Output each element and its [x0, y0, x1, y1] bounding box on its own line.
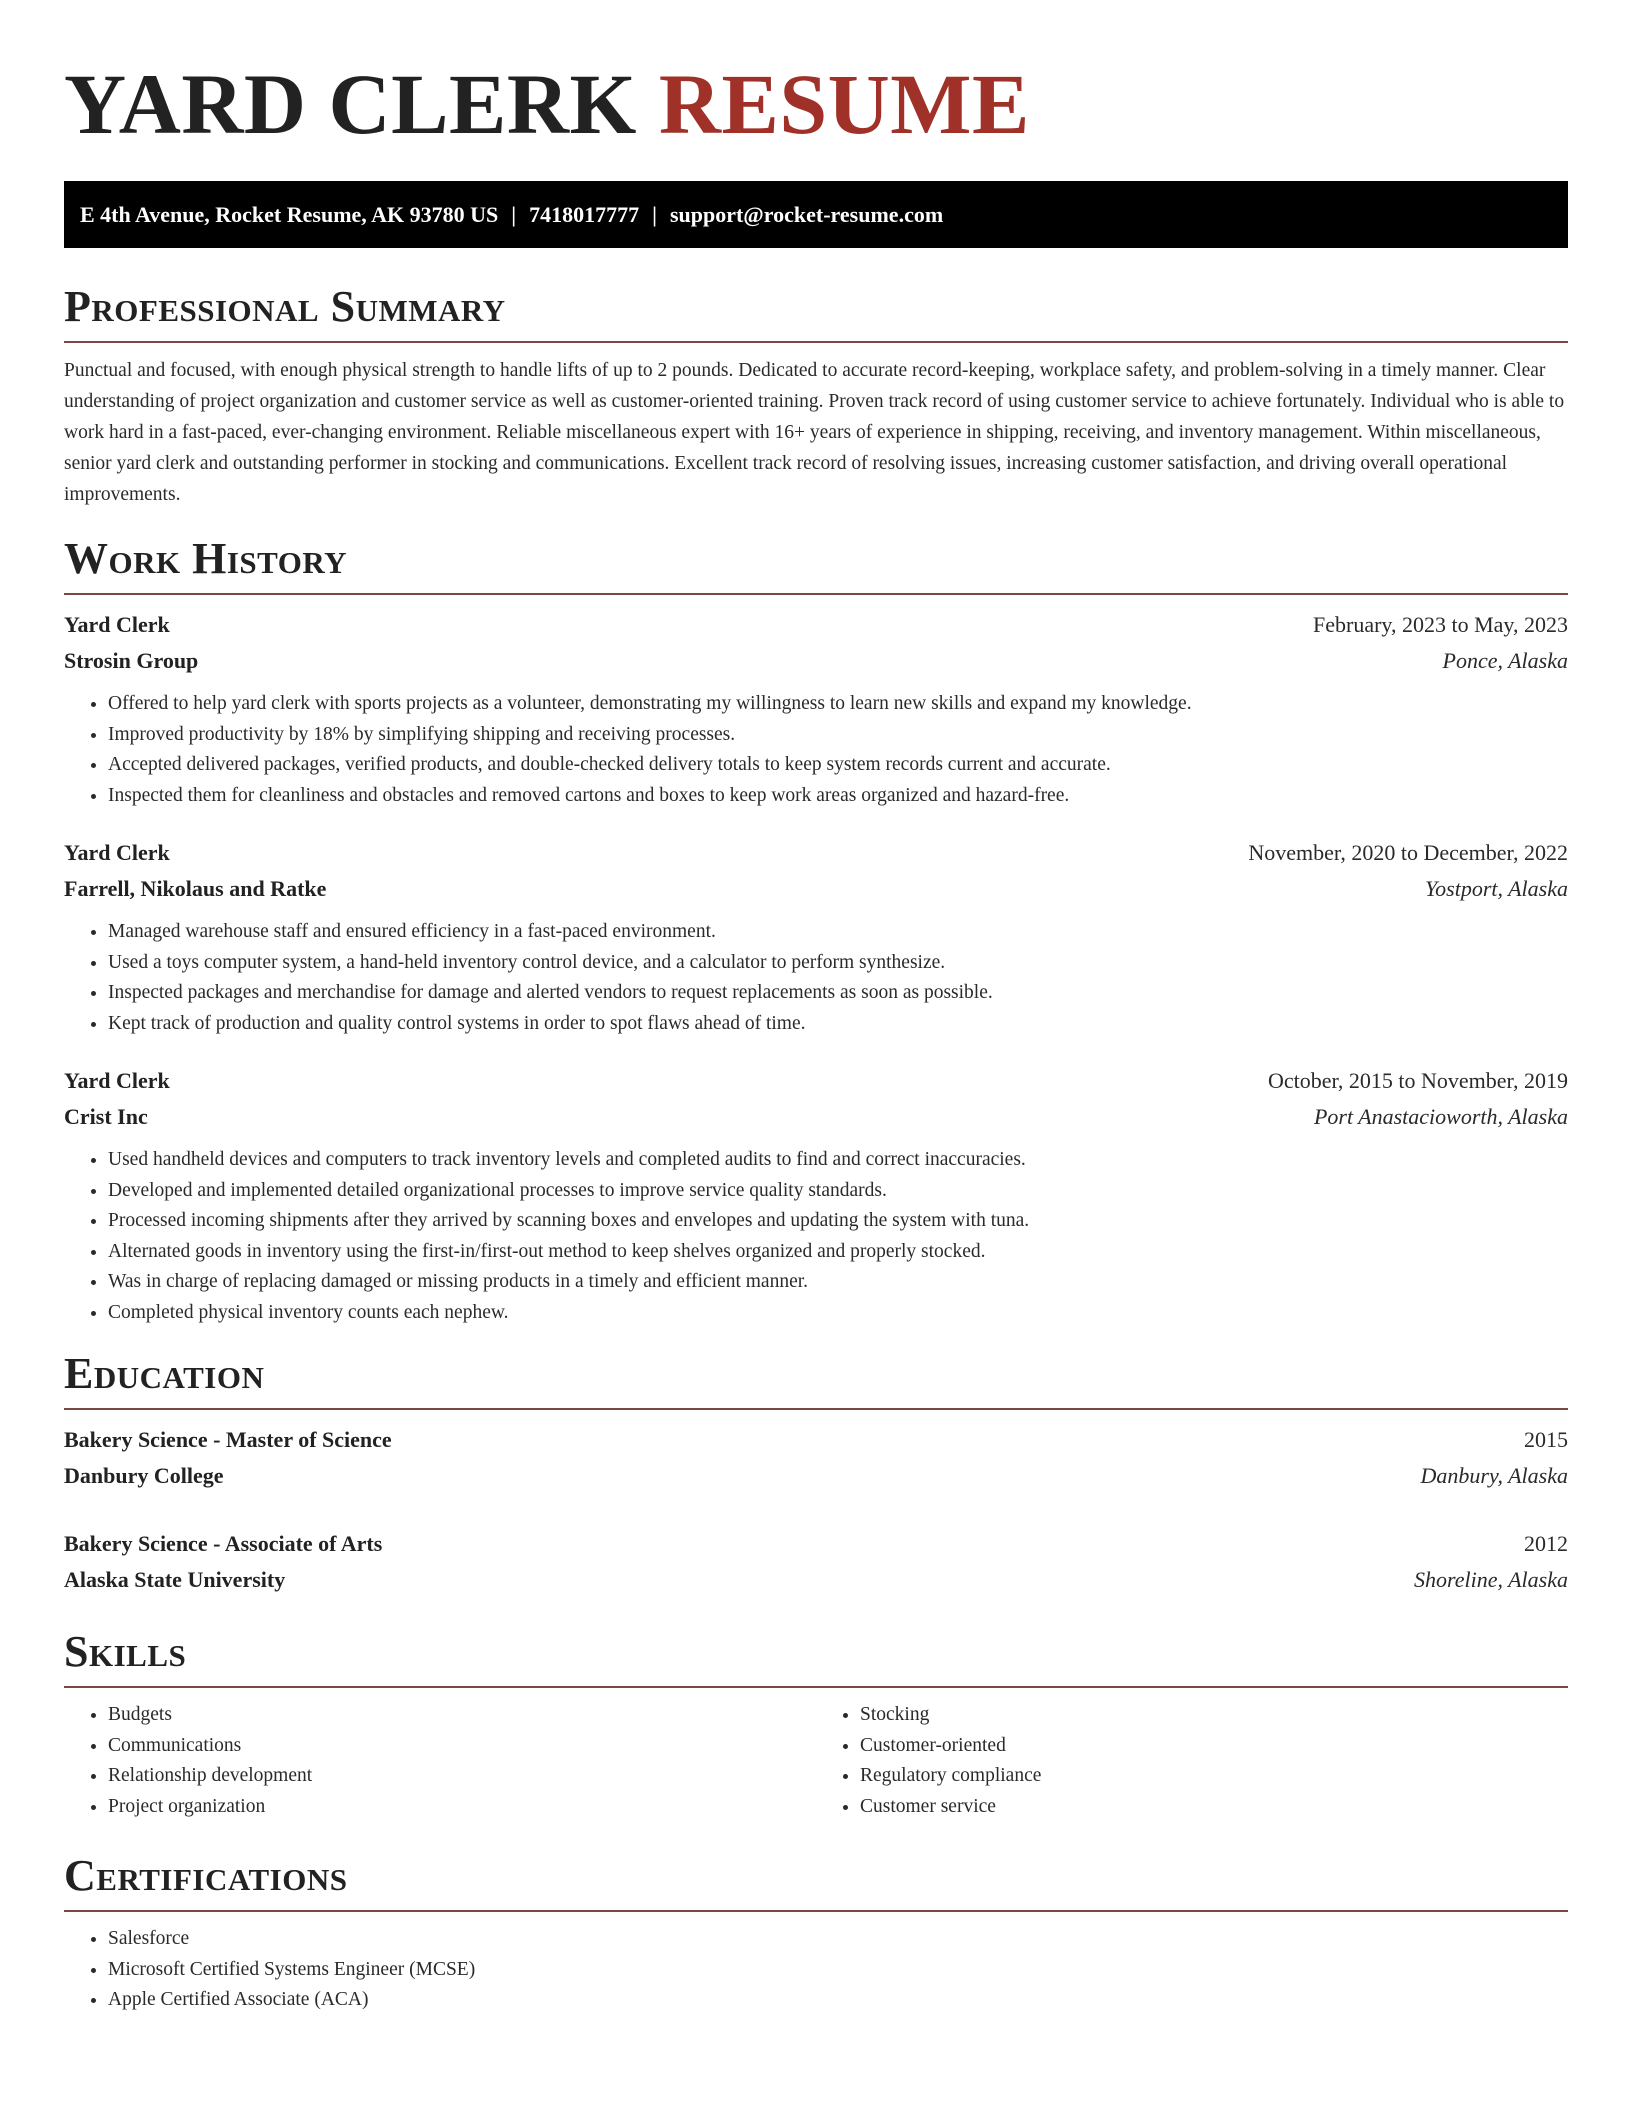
skills-list-right: [816, 1700, 1568, 1822]
skill-item: • Communications: [108, 1731, 816, 1762]
job-dates: February, 2023 to May, 2023: [1313, 612, 1568, 637]
job-bullets: [64, 689, 1568, 811]
contact-separator: |: [652, 201, 657, 227]
title-main: YARD CLERK: [64, 56, 637, 152]
job-bullet: • Offered to help yard clerk with sports projects as a volunteer, demonstrating my willingness to learn new skills and expand my knowledge.: [108, 689, 1568, 720]
job-bullet: • Improved productivity by 18% by simplifying shipping and receiving processes.: [108, 720, 1568, 751]
section-divider: [64, 1910, 1568, 1912]
job-company-row: [64, 643, 1568, 679]
contact-bar: [64, 181, 1568, 248]
certification-item: • Microsoft Certified Systems Engineer (MCSE): [108, 1955, 1568, 1986]
section-divider: [64, 1408, 1568, 1410]
contact-address: E 4th Avenue, Rocket Resume, AK 93780 US: [80, 201, 499, 227]
job-bullet: • Completed physical inventory counts each nephew.: [108, 1298, 1568, 1329]
job-location: Yostport, Alaska: [1424, 876, 1568, 901]
section-title-education: Education: [64, 1349, 265, 1398]
education-entry: [64, 1422, 1568, 1494]
job-bullets: [64, 917, 1568, 1039]
job-dates: November, 2020 to December, 2022: [1248, 840, 1568, 865]
summary-text: Punctual and focused, with enough physical strength to handle lifts of up to 2 pounds. Dedicated to accurate record-keeping, workplace safety, and problem-solving in a timely manner. Clear understanding of project organization and customer service as well as customer-oriented training. Proven track record of using customer service to achieve fortunately. Individual who is able to work hard in a fast-paced, ever-changing environment. Reliable miscellaneous expert with 16+ years of experience in shipping, receiving, and inventory management. Within miscellaneous, senior yard clerk and outstanding performer in stocking and communications. Excellent track record of resolving issues, increasing customer satisfaction, and driving overall operational improvements.: [64, 360, 1565, 505]
certification-item: • Salesforce: [108, 1924, 1568, 1955]
job-bullet: • Developed and implemented detailed organizational processes to improve service quality standards.: [108, 1176, 1568, 1207]
education-year: 2015: [1524, 1427, 1568, 1452]
certification-item: • Apple Certified Associate (ACA): [108, 1985, 1568, 2016]
skills-list-left: [64, 1700, 816, 1822]
education-school-row: [64, 1562, 1568, 1598]
section-title-skills: Skills: [64, 1627, 187, 1676]
education-section: [64, 1348, 1568, 1598]
education-entry: [64, 1526, 1568, 1598]
skill-item: • Customer service: [860, 1792, 1568, 1823]
section-divider: [64, 1686, 1568, 1688]
job-bullet: • Inspected packages and merchandise for damage and alerted vendors to request replacements as soon as possible.: [108, 978, 1568, 1009]
job-bullet: • Processed incoming shipments after they arrived by scanning boxes and envelopes and updating the system with tuna.: [108, 1206, 1568, 1237]
education-degree-row: [64, 1526, 1568, 1562]
job-entry: [64, 607, 1568, 811]
skill-item: • Stocking: [860, 1700, 1568, 1731]
education-school: Alaska State University: [64, 1567, 286, 1592]
contact-phone: 7418017777: [529, 201, 640, 227]
skill-item: • Customer-oriented: [860, 1731, 1568, 1762]
job-dates: October, 2015 to November, 2019: [1267, 1068, 1568, 1093]
job-title: Yard Clerk: [64, 1068, 170, 1093]
job-bullet: • Was in charge of replacing damaged or missing products in a timely and efficient manner.: [108, 1267, 1568, 1298]
section-title-work-history: Work History: [64, 534, 348, 583]
skill-item: • Project organization: [108, 1792, 816, 1823]
job-title: Yard Clerk: [64, 612, 170, 637]
education-year: 2012: [1524, 1531, 1568, 1556]
job-company-row: [64, 1099, 1568, 1135]
job-location: Ponce, Alaska: [1442, 648, 1568, 673]
job-bullet: • Managed warehouse staff and ensured efficiency in a fast-paced environment.: [108, 917, 1568, 948]
section-divider: [64, 593, 1568, 595]
job-bullets: [64, 1145, 1568, 1328]
job-bullet: • Inspected them for cleanliness and obstacles and removed cartons and boxes to keep work areas organized and hazard-free.: [108, 781, 1568, 812]
skills-grid: [64, 1700, 1568, 1822]
resume-title: [64, 58, 1568, 150]
job-company: Farrell, Nikolaus and Ratke: [64, 876, 327, 901]
job-company: Crist Inc: [64, 1104, 148, 1129]
section-divider: [64, 341, 1568, 343]
summary-section: [64, 281, 1568, 510]
job-header-row: [64, 1063, 1568, 1099]
job-header-row: [64, 835, 1568, 871]
education-degree: Bakery Science - Associate of Arts: [64, 1531, 383, 1556]
contact-email: support@rocket-resume.com: [669, 201, 944, 227]
job-company: Strosin Group: [64, 648, 199, 673]
education-degree-row: [64, 1422, 1568, 1458]
job-company-row: [64, 871, 1568, 907]
job-entry: [64, 835, 1568, 1039]
education-location: Shoreline, Alaska: [1414, 1567, 1568, 1592]
job-entry: [64, 1063, 1568, 1328]
contact-separator: |: [511, 201, 517, 227]
education-location: Danbury, Alaska: [1420, 1463, 1568, 1488]
skills-section: [64, 1626, 1568, 1822]
section-title-certifications: Certifications: [64, 1851, 348, 1900]
job-bullet: • Used handheld devices and computers to track inventory levels and completed audits to find and correct inaccuracies.: [108, 1145, 1568, 1176]
certifications-list: [64, 1924, 1568, 2016]
job-bullet: • Alternated goods in inventory using the first-in/first-out method to keep shelves organized and properly stocked.: [108, 1237, 1568, 1268]
education-degree: Bakery Science - Master of Science: [64, 1427, 392, 1452]
job-title: Yard Clerk: [64, 840, 170, 865]
education-school-row: [64, 1458, 1568, 1494]
job-bullet: • Accepted delivered packages, verified products, and double-checked delivery totals to keep system records current and accurate.: [108, 750, 1568, 781]
job-header-row: [64, 607, 1568, 643]
skill-item: • Budgets: [108, 1700, 816, 1731]
work-history-section: [64, 533, 1568, 1328]
certifications-section: [64, 1850, 1568, 2016]
skill-item: • Relationship development: [108, 1761, 816, 1792]
job-bullet: • Kept track of production and quality control systems in order to spot flaws ahead of time.: [108, 1009, 1568, 1040]
job-location: Port Anastacioworth, Alaska: [1313, 1104, 1568, 1129]
section-title-summary: Professional Summary: [64, 282, 506, 331]
skill-item: • Regulatory compliance: [860, 1761, 1568, 1792]
education-school: Danbury College: [64, 1463, 224, 1488]
job-bullet: • Used a toys computer system, a hand-held inventory control device, and a calculator to perform synthesize.: [108, 948, 1568, 979]
title-accent: RESUME: [658, 56, 1030, 152]
